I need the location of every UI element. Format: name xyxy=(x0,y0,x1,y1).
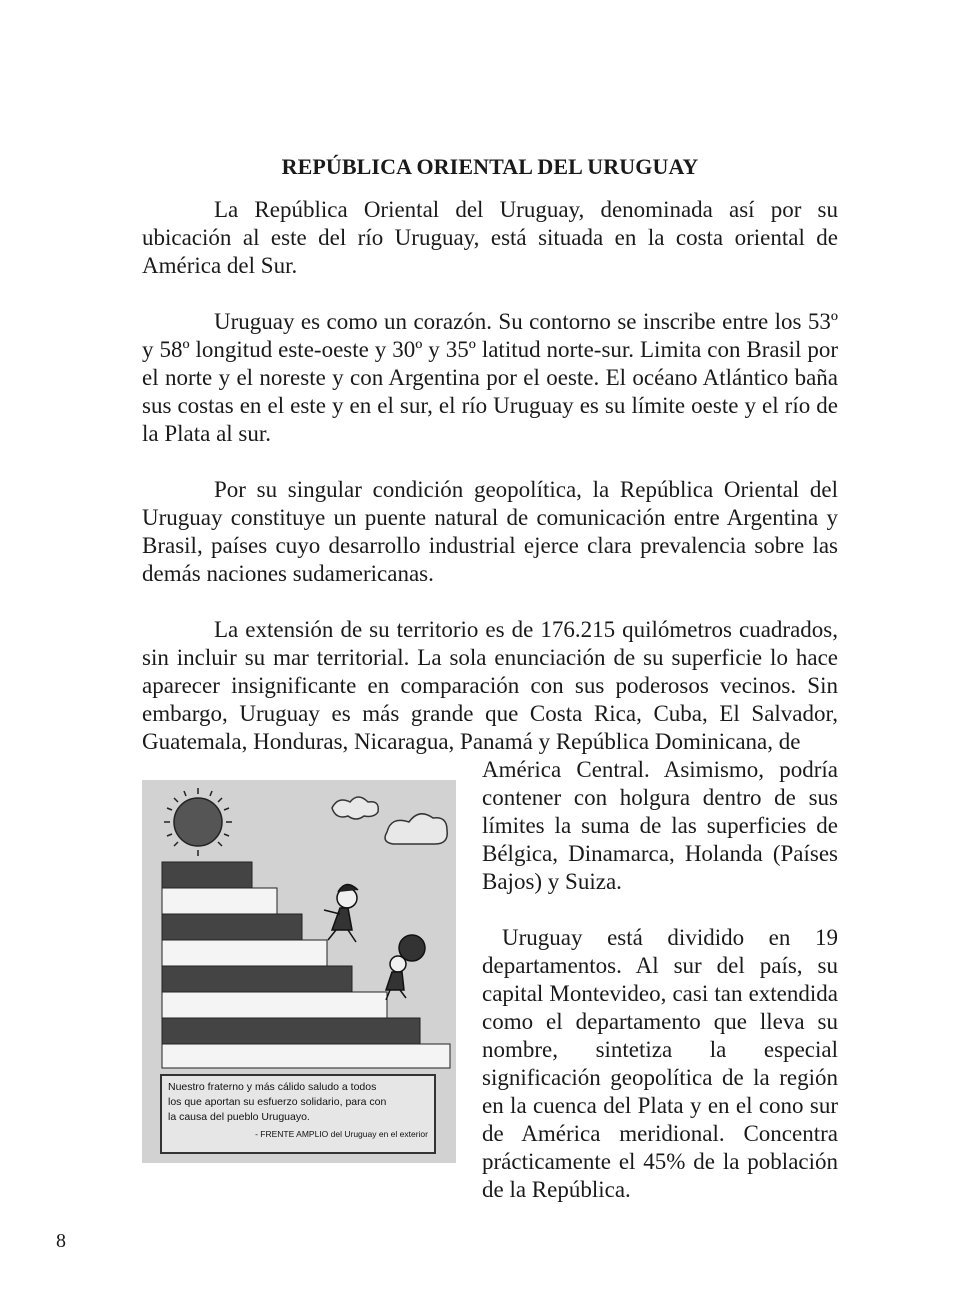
caption-line: Nuestro fraterno y más cálido saludo a todos xyxy=(168,1081,377,1093)
paragraph-territory: La extensión de su territorio es de 176.215 quilómetros cuadrados, sin incluir su mar territorial. La sola enunciación de su superficie lo hace aparecer insignificante en comparación con sus poderosos vecinos. Sin embargo, Uruguay es más grande que Costa Rica, Cuba, El Salvador, Guatemala, Honduras, Nicaragua, Panamá y República Dominicana, de xyxy=(142,617,838,754)
page-number: 8 xyxy=(56,1230,66,1252)
stairs-illustration xyxy=(142,780,456,1163)
paragraph-intro: La República Oriental del Uruguay, denominada así por su ubicación al este del río Uruguay, está situada en la costa oriental de América del Sur. xyxy=(142,197,838,278)
sun-icon xyxy=(164,788,232,856)
caption-signature: - FRENTE AMPLIO del Uruguay en el exterior xyxy=(255,1129,428,1139)
caption-box xyxy=(160,1074,436,1154)
paragraph-territory-continued: América Central. Asimismo, podría contener con holgura dentro de sus límites la suma de las superficies de Bélgica, Dinamarca, Holanda (Países Bajos) y Suiza. xyxy=(482,757,838,894)
caption-line: los que aportan su esfuerzo solidario, para con xyxy=(168,1096,387,1108)
paragraph-geopolitics: Por su singular condición geopolítica, la República Oriental del Uruguay constituye un puente natural de comunicación entre Argentina y Brasil, países cuyo desarrollo industrial ejerce clara prevalencia sobre las demás naciones sudamericanas. xyxy=(142,477,838,586)
caption-line: la causa del pueblo Uruguayo. xyxy=(168,1111,310,1123)
page-title: REPÚBLICA ORIENTAL DEL URUGUAY xyxy=(281,153,699,179)
paragraph-departments: Uruguay está dividido en 19 departamentos. Al sur del país, su capital Montevideo, casi tan extendida como el departamento que lleva su nombre, sintetiza la especial significación geopolítica de la región en la cuenca del Plata y en el cono sur de América meridional. Concentra prácticamente el 45% de la población de la República. xyxy=(482,925,838,1202)
paragraph-shape-limits: Uruguay es como un corazón. Su contorno se inscribe entre los 53º y 58º longitud este-oeste y 30º y 35º latitud norte-sur. Limita con Brasil por el norte y el noreste y con Argentina por el oeste. El océano Atlántico baña sus costas en el este y en el sur, el río Uruguay es su límite oeste y el río de la Plata al sur. xyxy=(142,309,838,446)
